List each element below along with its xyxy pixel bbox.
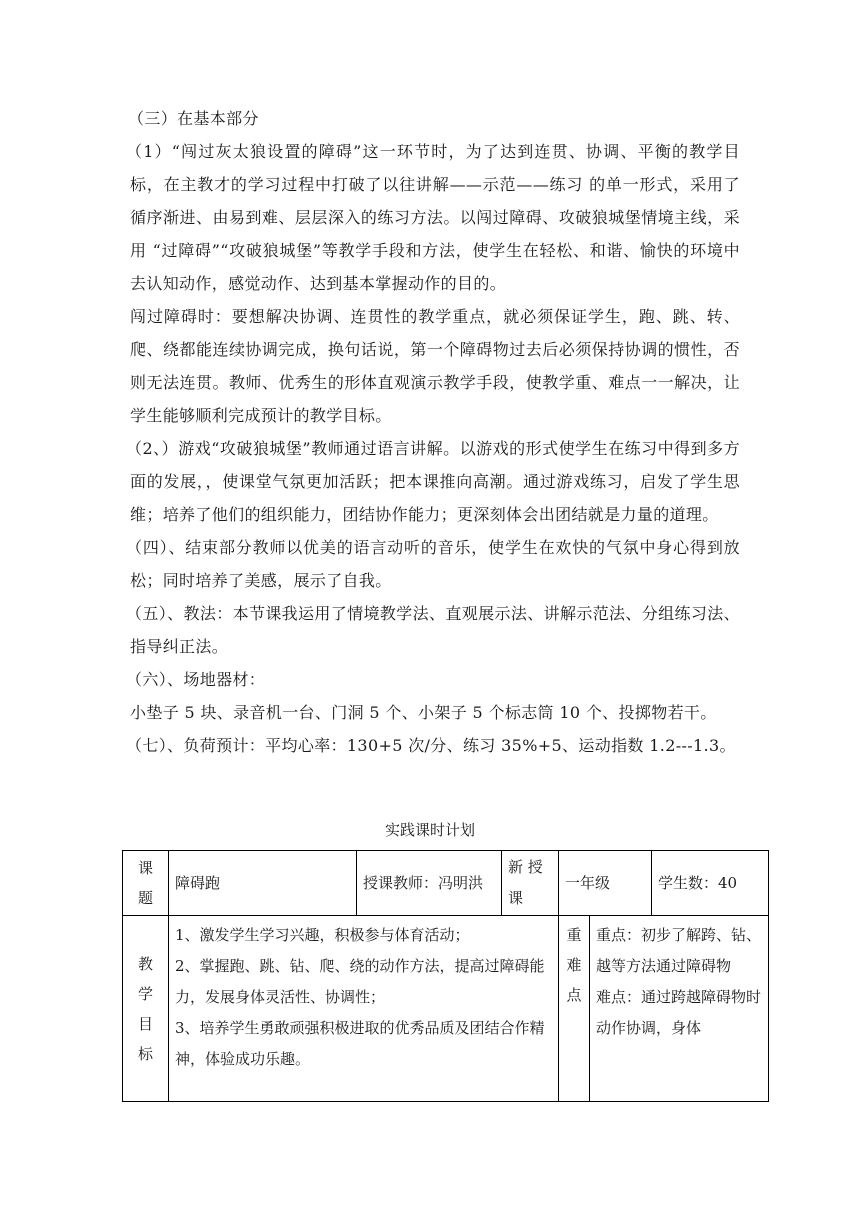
key-point-item: 重点：初步了解跨、钻、越等方法通过障碍物	[596, 926, 762, 975]
goals-label-char: 学	[137, 984, 153, 1003]
grade-cell: 一年级	[559, 851, 652, 916]
key-points-clip	[596, 920, 762, 1098]
topic-label-char: 课	[137, 859, 153, 877]
body-text	[126, 102, 740, 762]
students-cell: 学生数：40	[652, 851, 769, 916]
paragraph: （五）、教法：本节课我运用了情境教学法、直观展示法、讲解示范法、分组练习法、指导纠正法。	[126, 604, 740, 656]
paragraph: 闯过障碍时：要想解决协调、连贯性的教学重点，就必须保证学生，跑、跳、转、爬、绕都能连续协调完成，换句话说，第一个障碍物过去后必须保持协调的惯性，否则无法连贯。教师、优秀生的形体直观演示教学手段，使教学重、难点一一解决，让学生能够顺利完成预计的教学目标。	[130, 307, 740, 425]
goals-label-char: 标	[137, 1044, 153, 1063]
key-points-cell	[590, 916, 769, 1102]
goal-item: 2、掌握跑、跳、钻、爬、绕的动作方法，提高过障碍能力，发展身体灵活性、协调性；	[175, 957, 545, 1006]
key-label-char: 重	[566, 926, 582, 944]
table-row	[123, 916, 769, 1102]
topic-label-cell	[123, 851, 169, 916]
topic-label-char: 题	[137, 889, 153, 907]
table-caption: 实践课时计划	[384, 821, 475, 839]
section-heading: （三）在基本部分	[128, 109, 259, 128]
lesson-plan-table	[122, 850, 769, 1102]
paragraph: （六）、场地器材：	[126, 670, 266, 689]
paragraph: （七）、负荷预计：平均心率：130+5 次/分、练习 35%+5、运动指数 1.2---1.3。	[126, 736, 736, 755]
table-row	[123, 851, 769, 916]
goal-item: 1、激发学生学习兴趣，积极参与体育活动；	[175, 926, 470, 944]
paragraph: （2、）游戏“攻破狼城堡”教师通过语言讲解。以游戏的形式使学生在练习中得到多方面的发展，，使课堂气氛更加活跃；把本课推向高潮。通过游戏练习，启发了学生思维；培养了他们的组织能力，团结协作能力；更深刻体会出团结就是力量的道理。	[126, 439, 740, 524]
goal-item: 3、培养学生勇敢顽强积极进取的优秀品质及团结合作精神，体验成功乐趣。	[175, 1019, 545, 1068]
goals-label-char: 教	[137, 954, 153, 973]
lesson-type-cell: 新 授 课	[502, 851, 559, 916]
key-point-item: 难点：通过跨越障碍物时动作协调，身体	[596, 988, 762, 1037]
goals-label-char: 目	[137, 1014, 153, 1033]
key-points-label-cell	[559, 916, 590, 1102]
teacher-cell: 授课教师：冯明洪	[357, 851, 502, 916]
goals-label-cell	[123, 916, 169, 1102]
key-label-char: 难	[566, 956, 582, 974]
paragraph: 小垫子 5 块、录音机一台、门洞 5 个、小架子 5 个标志筒 10 个、投掷物若干。	[130, 703, 717, 722]
paragraph: （1）“闯过灰太狼设置的障碍”这一环节时，为了达到连贯、协调、平衡的教学目标，在主教才的学习过程中打破了以往讲解——示范——练习 的单一形式，采用了循序渐进、由易到难、层层深入的练习方法。以闯过障碍、攻破狼城堡情境主线，采用 “过障碍”“攻破狼城堡”等教学手段和方法，使学生在轻松、和谐、愉快的环境中去认知动作，感觉动作、达到基本掌握动作的目的。	[126, 142, 740, 293]
topic-value: 障碍跑	[169, 851, 357, 916]
goals-cell	[169, 916, 559, 1102]
paragraph: （四）、结束部分教师以优美的语言动听的音乐，使学生在欢快的气氛中身心得到放松；同时培养了美感，展示了自我。	[126, 538, 740, 590]
key-label-char: 点	[566, 986, 582, 1004]
